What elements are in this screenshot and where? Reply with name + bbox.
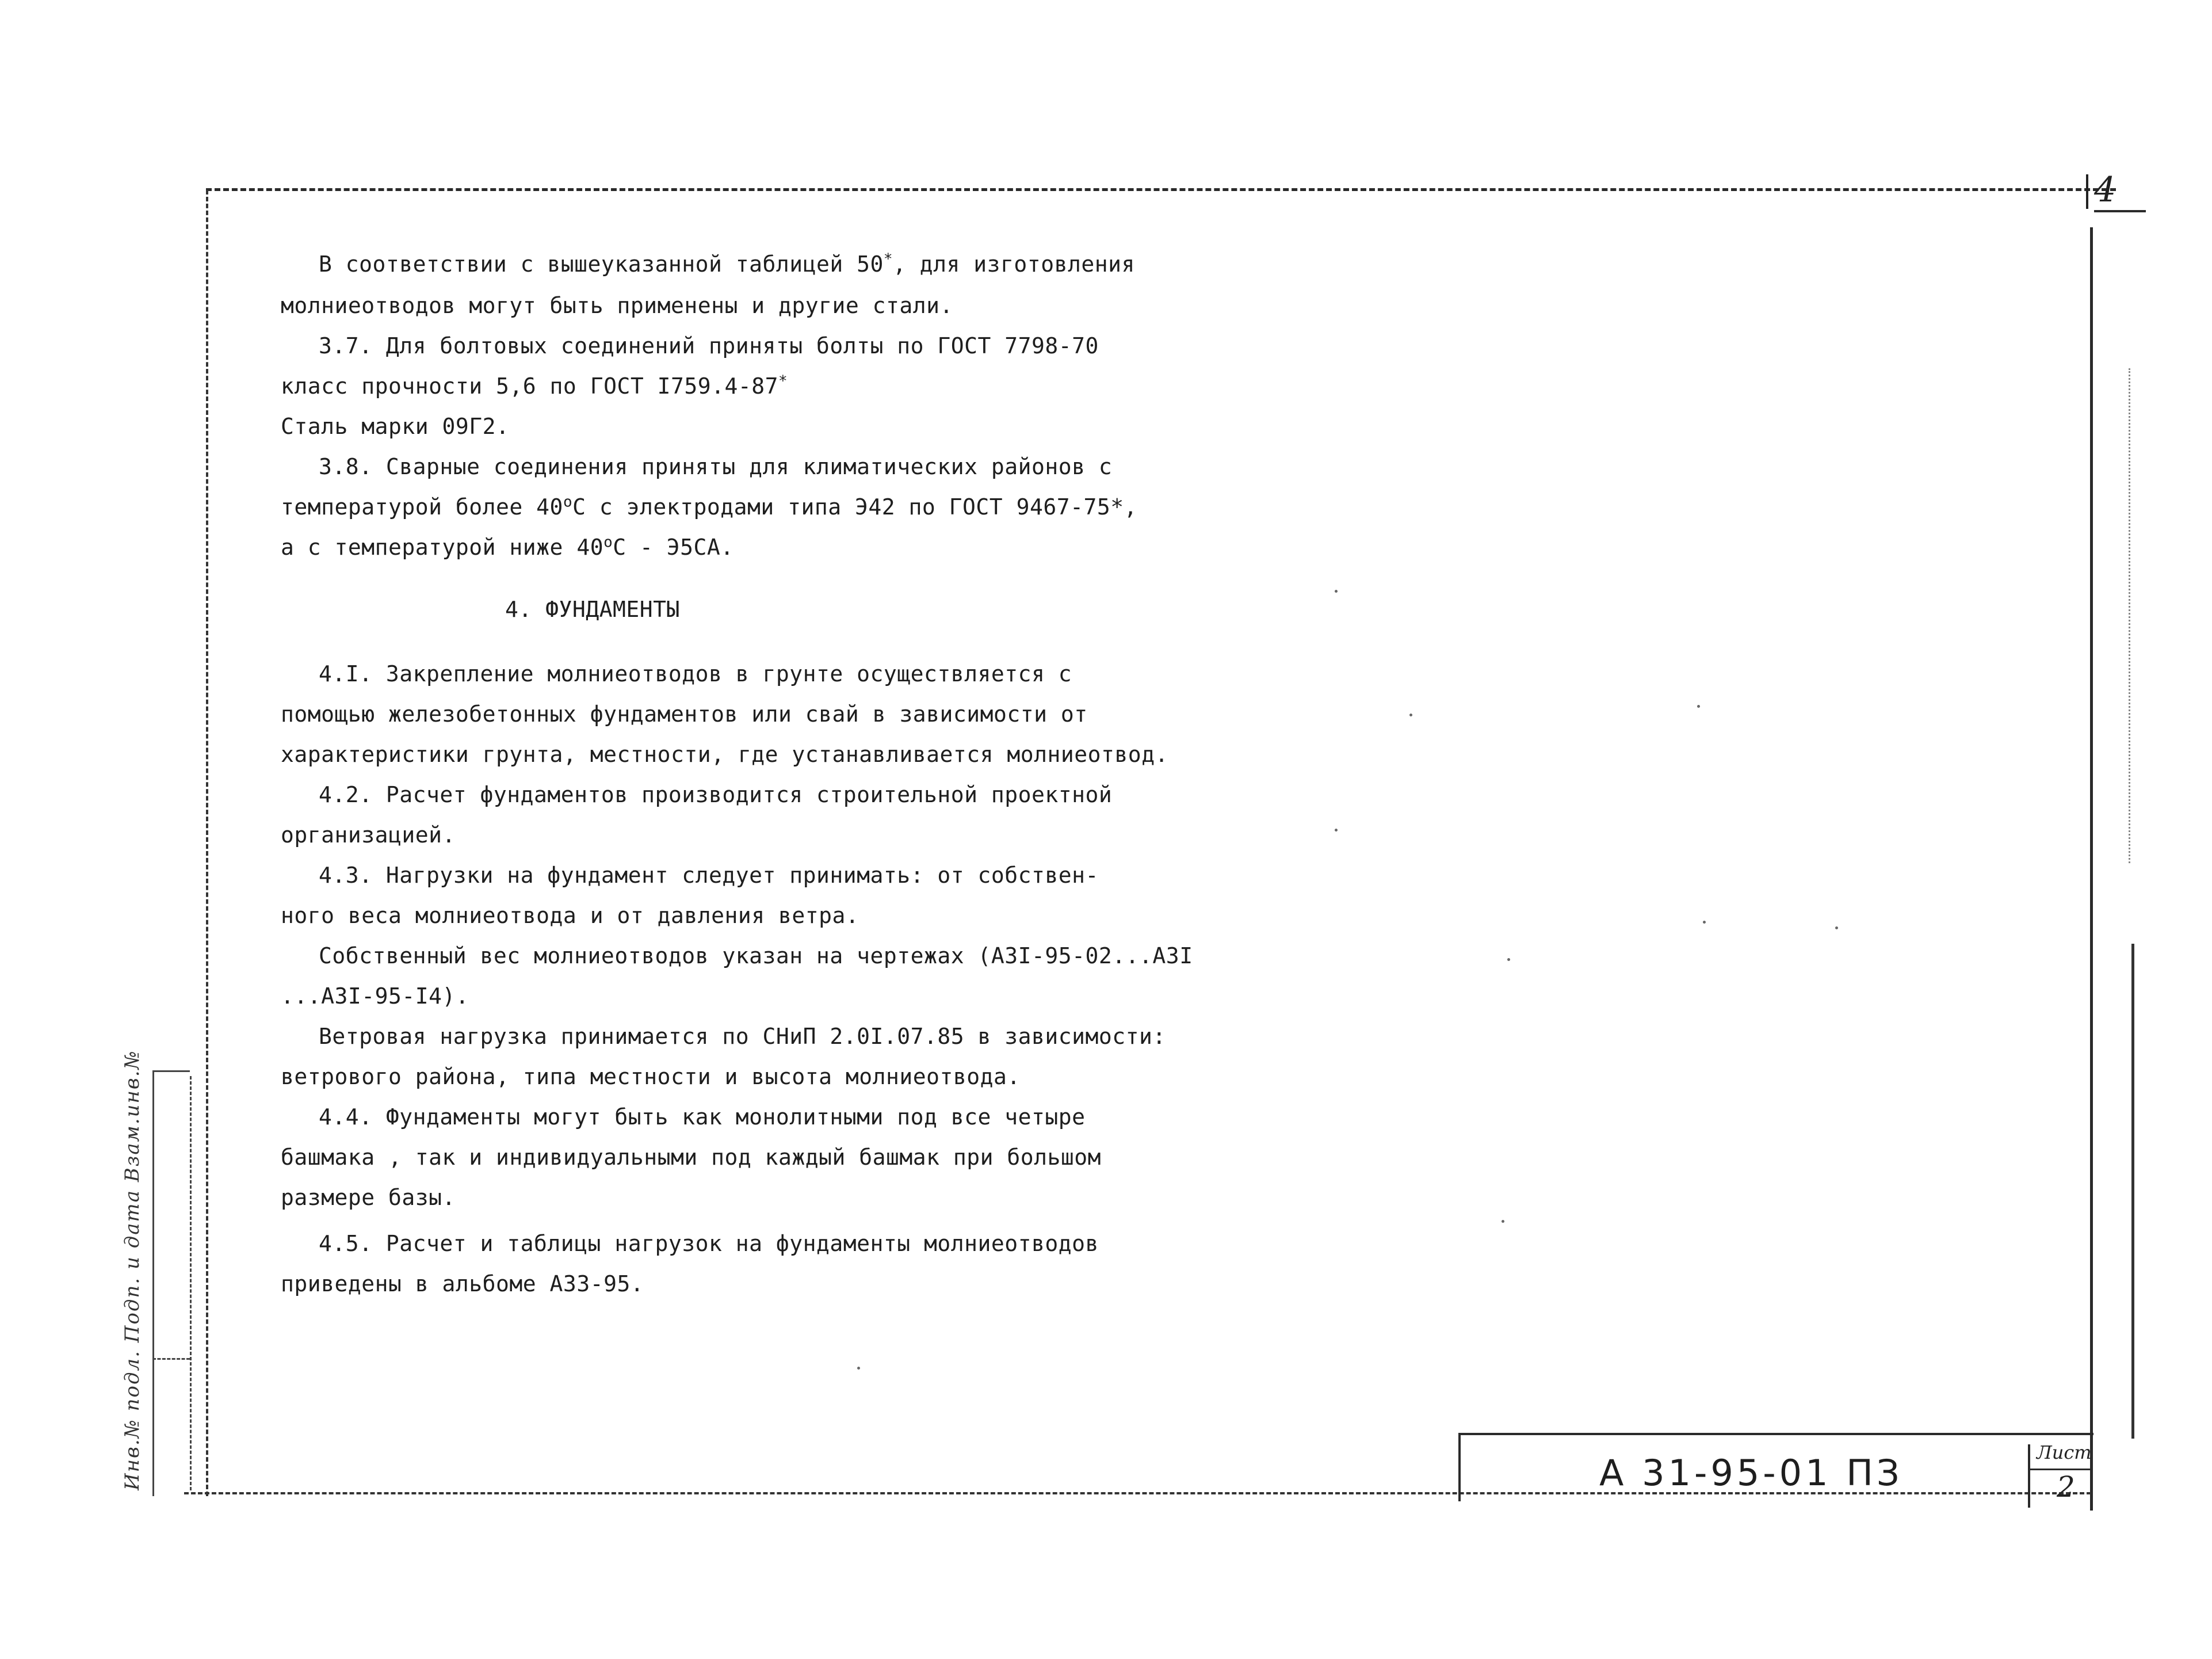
frame-top-line [206,188,2116,191]
text-line [281,372,788,399]
section-heading [505,598,680,620]
line-text: а с температурой ниже 40 [281,535,604,560]
side-stamp-rule [152,1070,190,1072]
scan-speck [857,1367,860,1370]
superscript: * [778,372,788,390]
text-line [281,1273,644,1295]
text-line [281,905,859,926]
line-text: 3.8. Сварные соединения приняты для климатических районов с [319,454,1113,479]
document-code: А 31-95-01 ПЗ [1599,1452,1903,1494]
text-line [319,864,1099,886]
line-text: 4.I. Закрепление молниеотводов в грунте осуществляется с [319,661,1072,687]
line-text: организацией. [281,822,456,848]
line-text: 4. ФУНДАМЕНТЫ [505,597,680,622]
superscript: o [563,493,573,511]
text-line [319,945,1193,967]
line-text: молниеотводов могут быть применены и другие стали. [281,293,953,318]
text-line [319,784,1112,806]
line-text: ного веса молниеотвода и от давления ветра. [281,903,859,928]
scan-speck [1703,921,1706,924]
text-line [281,985,469,1007]
frame-left-line [206,190,208,1496]
text-line [281,824,456,846]
superscript: o [603,533,613,551]
side-stamp-frame [152,1070,194,1496]
text-line [281,295,953,316]
sheet-label: Лист [2037,1441,2092,1463]
line-text-tail: С - Э5СА. [613,535,734,560]
line-text: 3.7. Для болтовых соединений приняты болты по ГОСТ 7798-70 [319,333,1099,359]
margin-ticks [2129,368,2130,863]
scan-speck [1335,590,1338,593]
line-text: 4.3. Нагрузки на фундамент следует принимать: от собствен- [319,863,1099,888]
line-text: 4.2. Расчет фундаментов производится строительной проектной [319,782,1113,807]
text-line [319,335,1099,357]
corner-page-number: 4 [2094,170,2117,210]
text-line [281,743,1168,765]
text-line [281,703,1088,725]
line-text-tail: , для изготовления [893,251,1135,277]
line-text: помощью железобетонных фундаментов или свай в зависимости от [281,701,1088,727]
sheet-number: 2 [2057,1470,2075,1504]
superscript: * [883,250,893,268]
scan-speck [1835,926,1838,929]
line-text: 4.5. Расчет и таблицы нагрузок на фундаменты молниеотводов [319,1231,1099,1256]
line-text: В соответствии с вышеуказанной таблицей 50 [319,251,884,277]
line-text-tail: С с электродами типа Э42 по ГОСТ 9467-75*, [572,494,1137,520]
side-stamp-text: Инв.№ подл. Подп. и дата Взам.инв.№ [121,1050,144,1490]
line-text: размере базы. [281,1185,456,1210]
text-line [281,493,1137,520]
scan-speck [1507,958,1510,961]
line-text: температурой более 40 [281,494,563,520]
frame-right-line [2090,227,2093,1511]
line-text: ...А3I-95-I4). [281,983,469,1009]
text-line [319,250,1135,277]
side-stamp-rule [152,1358,190,1360]
margin-line [2131,944,2134,1439]
text-line [319,1233,1099,1254]
line-text: Сталь марки 09Г2. [281,414,510,439]
scan-speck [1409,714,1412,716]
line-text: приведены в альбоме А33-95. [281,1271,644,1296]
line-text: ветрового района, типа местности и высота молниеотвода. [281,1064,1021,1089]
side-stamp-right-line [190,1076,192,1490]
line-text: класс прочности 5,6 по ГОСТ I759.4-87 [281,373,778,399]
line-text: 4.4. Фундаменты могут быть как монолитными под все четыре [319,1104,1086,1130]
text-line [281,415,509,437]
scan-speck [1697,705,1700,708]
scan-speck [1335,829,1338,832]
scan-speck [1502,1220,1504,1223]
line-text: характеристики грунта, местности, где устанавливается молниеотвод. [281,742,1168,767]
text-line [319,456,1112,478]
line-text: башмака , так и индивидуальными под каждый башмак при большом [281,1145,1102,1170]
text-line [281,1146,1101,1168]
text-line [281,533,734,560]
text-line [281,1187,456,1208]
line-text: Ветровая нагрузка принимается по СНиП 2.0I.07.85 в зависимости: [319,1024,1166,1049]
text-line [319,663,1072,685]
frame-top-corner-line [2094,210,2146,212]
text-line [319,1025,1166,1047]
text-line [281,1066,1021,1088]
line-text: Собственный вес молниеотводов указан на чертежах (А3I-95-02...А3I [319,943,1193,968]
text-line [319,1106,1086,1128]
